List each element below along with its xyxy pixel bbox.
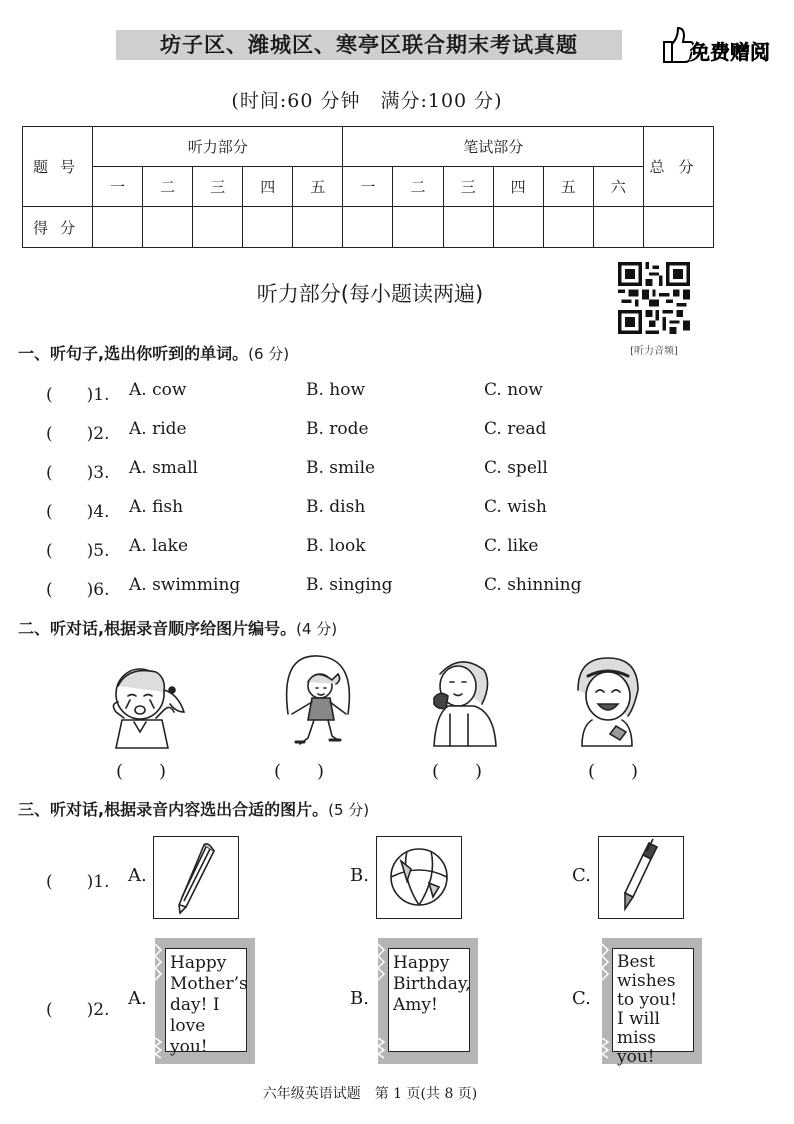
score-cell[interactable] (393, 207, 443, 248)
option-b: B. singing (306, 575, 393, 595)
list-item (0, 536, 794, 560)
option-a: A. small (129, 458, 198, 478)
writing-col: 四 (493, 167, 543, 207)
answer-paren[interactable]: ( )6. (46, 580, 110, 600)
section2-heading: 二、听对话,根据录音顺序给图片编号。(4 分) (18, 619, 338, 638)
question-number-label: 题号 (23, 127, 93, 207)
option-b-label: B. (350, 865, 369, 886)
option-a: A. cow (129, 380, 187, 400)
option-b: B. look (306, 536, 366, 556)
listening-col: 二 (143, 167, 193, 207)
score-table (22, 126, 714, 248)
answer-paren[interactable]: ( ) (116, 761, 167, 782)
writing-col: 五 (543, 167, 593, 207)
pen-option-box[interactable] (598, 836, 684, 919)
list-item (0, 380, 794, 404)
listening-col: 五 (293, 167, 343, 207)
listening-col: 四 (243, 167, 293, 207)
score-cell[interactable] (293, 207, 343, 248)
option-a: A. swimming (129, 575, 241, 595)
writing-col: 三 (443, 167, 493, 207)
eating-girl-picture (420, 654, 502, 750)
score-row-label: 得分 (23, 207, 93, 248)
option-c: C. shinning (484, 575, 582, 595)
listening-col: 三 (193, 167, 243, 207)
writing-col: 六 (593, 167, 643, 207)
answer-paren[interactable]: ( )2. (46, 424, 110, 444)
answer-paren[interactable]: ( ) (588, 761, 639, 782)
score-cell[interactable] (493, 207, 543, 248)
ball-icon (377, 837, 461, 917)
option-c: C. spell (484, 458, 548, 478)
jump-rope-girl-picture (278, 654, 358, 756)
option-a: A. fish (129, 497, 184, 517)
writing-col: 一 (343, 167, 393, 207)
card-text: Happy Mother’s day! I love you! (165, 948, 247, 1052)
option-a-label: A. (128, 865, 147, 886)
mothers-day-card[interactable] (155, 938, 255, 1064)
crying-girl-picture (100, 660, 190, 752)
exam-title: 坊子区、潍城区、寒亭区联合期末考试真题 (116, 30, 622, 60)
score-cell[interactable] (543, 207, 593, 248)
option-b: B. how (306, 380, 366, 400)
score-cell[interactable] (193, 207, 243, 248)
listening-col: 一 (93, 167, 143, 207)
option-a: A. lake (129, 536, 189, 556)
laughing-girl-picture (572, 656, 642, 748)
free-badge: 免费赠阅 (660, 16, 794, 72)
list-item (0, 419, 794, 443)
answer-paren[interactable]: ( ) (432, 761, 483, 782)
birthday-card[interactable] (378, 938, 478, 1064)
listening-group-header: 听力部分 (93, 127, 343, 167)
score-cell[interactable] (243, 207, 293, 248)
answer-paren[interactable]: ( )5. (46, 541, 110, 561)
thumbs-up-icon (660, 22, 694, 66)
card-text: Happy Birthday, Amy! (388, 948, 470, 1052)
qr-caption: [听力音频] (630, 346, 678, 357)
listening-section-title: 听力部分(每小题读两遍) (256, 282, 484, 306)
exam-time-score: (时间:60 分钟 满分:100 分) (231, 90, 503, 112)
option-a-label: A. (128, 988, 147, 1009)
option-c: C. now (484, 380, 543, 400)
option-a: A. ride (129, 419, 187, 439)
pencil-option-box[interactable] (153, 836, 239, 919)
answer-paren[interactable]: ( )3. (46, 463, 110, 483)
option-b: B. rode (306, 419, 369, 439)
answer-paren[interactable]: ( )1. (46, 385, 110, 405)
score-cell[interactable] (443, 207, 493, 248)
score-cell[interactable] (644, 207, 714, 248)
option-b-label: B. (350, 988, 369, 1009)
option-c: C. like (484, 536, 539, 556)
list-item (0, 458, 794, 482)
answer-paren[interactable]: ( )1. (46, 872, 110, 892)
pencil-icon (154, 837, 238, 917)
score-cell[interactable] (143, 207, 193, 248)
ball-option-box[interactable] (376, 836, 462, 919)
writing-col: 二 (393, 167, 443, 207)
option-c-label: C. (572, 865, 591, 886)
score-cell[interactable] (343, 207, 393, 248)
option-c: C. wish (484, 497, 547, 517)
page-footer: 六年级英语试题 第 1 页(共 8 页) (262, 1086, 478, 1102)
total-score-header: 总分 (644, 127, 714, 207)
card-text: Best wishes to you! I will miss you! (612, 948, 694, 1052)
list-item (0, 575, 794, 599)
answer-paren[interactable]: ( )2. (46, 1000, 110, 1020)
farewell-card[interactable] (602, 938, 702, 1067)
option-c: C. read (484, 419, 547, 439)
list-item (0, 497, 794, 521)
writing-group-header: 笔试部分 (343, 127, 644, 167)
option-b: B. dish (306, 497, 366, 517)
section3-heading: 三、听对话,根据录音内容选出合适的图片。(5 分) (18, 800, 370, 819)
qr-code-icon[interactable] (618, 262, 690, 334)
answer-paren[interactable]: ( ) (274, 761, 325, 782)
section1-heading: 一、听句子,选出你听到的单词。(6 分) (18, 344, 290, 363)
pen-icon (599, 837, 683, 917)
score-cell[interactable] (593, 207, 643, 248)
answer-paren[interactable]: ( )4. (46, 502, 110, 522)
option-b: B. smile (306, 458, 376, 478)
option-c-label: C. (572, 988, 591, 1009)
score-cell[interactable] (93, 207, 143, 248)
